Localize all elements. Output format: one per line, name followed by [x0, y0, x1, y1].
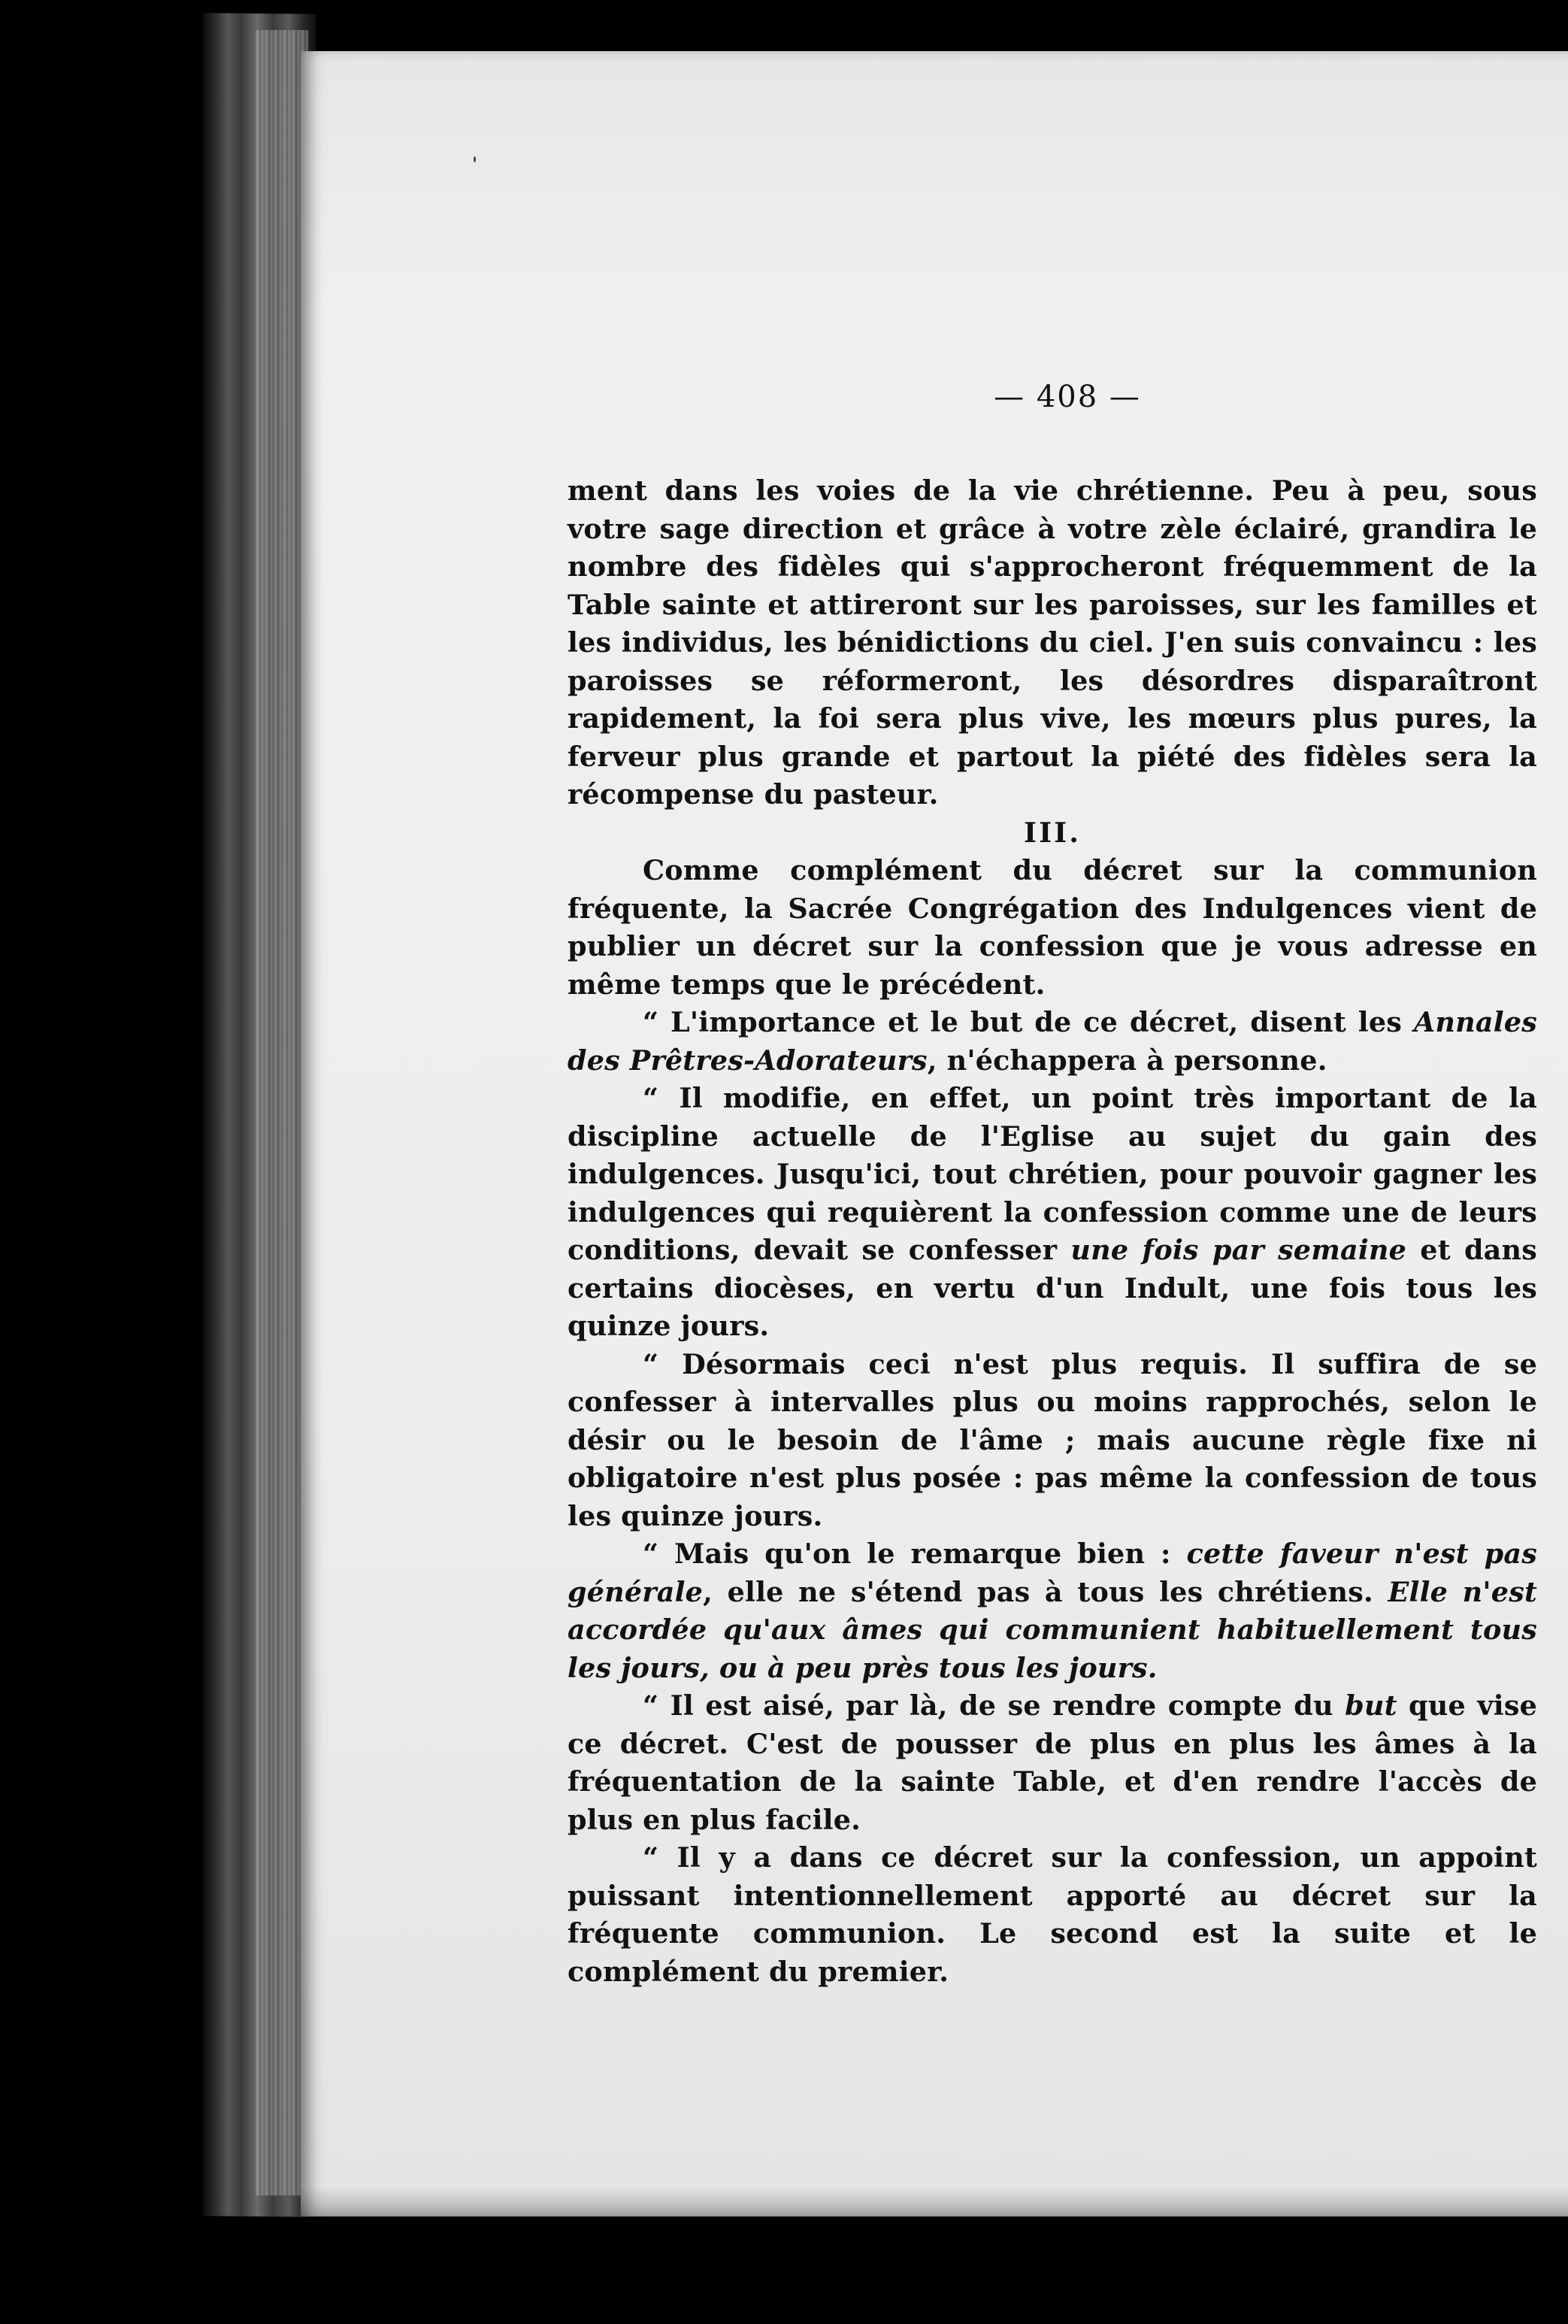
text-run: “ Il est aisé, par là, de se rendre compte du	[643, 1689, 1346, 1722]
paragraph	[568, 1535, 1537, 1687]
section-heading: III.	[1024, 816, 1081, 849]
page-number: — 408 —	[994, 380, 1141, 414]
text-run: “ Il modifie, en effet, un point très important de la discipline actuelle de l'Eglise au sujet du gain des indulgences. Jusqu'ici, tout chrétien, pour pouvoir gagner les indulgences qui requièrent la confession comme une de leurs conditions, devait se confesser	[568, 1082, 1537, 1266]
italic-text-run: une fois par semaine	[1070, 1234, 1407, 1266]
text-run: que vise ce décret. C'est de pousser de plus en plus les âmes à la fréquentation de la sainte Table, et d'en rendre l'accès de plus en plus facile.	[568, 1689, 1538, 1836]
italic-text-run: Elle n'est accordée qu'aux âmes qui communient habituellement tous les jours, ou à peu près tous les jours.	[568, 1575, 1538, 1684]
text-run: et dans certains diocèses, en vertu d'un Indult, une fois tous les quinze jours.	[568, 1234, 1537, 1342]
italic-text-run: but	[1345, 1689, 1397, 1722]
italic-text-run: cette faveur n'est pas générale	[568, 1538, 1537, 1608]
text-run: , n'échappera à personne.	[927, 1044, 1327, 1077]
text-run: “ L'importance et le but de ce décret, disent les	[643, 1006, 1414, 1038]
paragraph	[568, 1080, 1537, 1346]
paragraph	[568, 1004, 1537, 1080]
text-run: , elle ne s'étend pas à tous les chrétiens.	[703, 1575, 1388, 1608]
text-block	[568, 383, 1537, 1991]
italic-text-run: Annales des Prêtres-Adorateurs	[568, 1006, 1537, 1077]
paragraph: “ Il y a dans ce décret sur la confession, un appoint puissant intentionnellement apporté au décret sur la fréquente communion. Le second est la suite et le complément du premier.	[568, 1841, 1537, 1988]
page-shadow	[301, 2186, 1568, 2216]
paragraph: Comme complément du décret sur la communion fréquente, la Sacrée Congrégation des Indulgences vient de publier un décret sur la confession que je vous adresse en même temps que le précédent.	[568, 854, 1537, 1001]
text-run: “ Mais qu'on le remarque bien :	[643, 1538, 1187, 1570]
dust-speck	[474, 156, 476, 162]
paragraph: “ Désormais ceci n'est plus requis. Il suffira de se confesser à intervalles plus ou moins rapprochés, selon le désir ou le besoin de l'âme ; mais aucune règle fixe ni obligatoire n'est plus posée : pas même la confession de tous les quinze jours.	[568, 1347, 1537, 1532]
paragraph	[568, 1687, 1537, 1839]
body-text	[568, 472, 1537, 1991]
paragraph: ment dans les voies de la vie chrétienne. Peu à peu, sous votre sage direction et grâce à votre zèle éclairé, grandira le nombre des fidèles qui s'approcheront fréquemment de la Table sainte et attireront sur les paroisses, sur les familles et les individus, les bénidictions du ciel. J'en suis convaincu : les paroisses se réformeront, les désordres disparaîtront rapidement, la foi sera plus vive, les mœurs plus pures, la ferveur plus grande et partout la piété des fidèles sera la récompense du pasteur.	[568, 474, 1537, 811]
